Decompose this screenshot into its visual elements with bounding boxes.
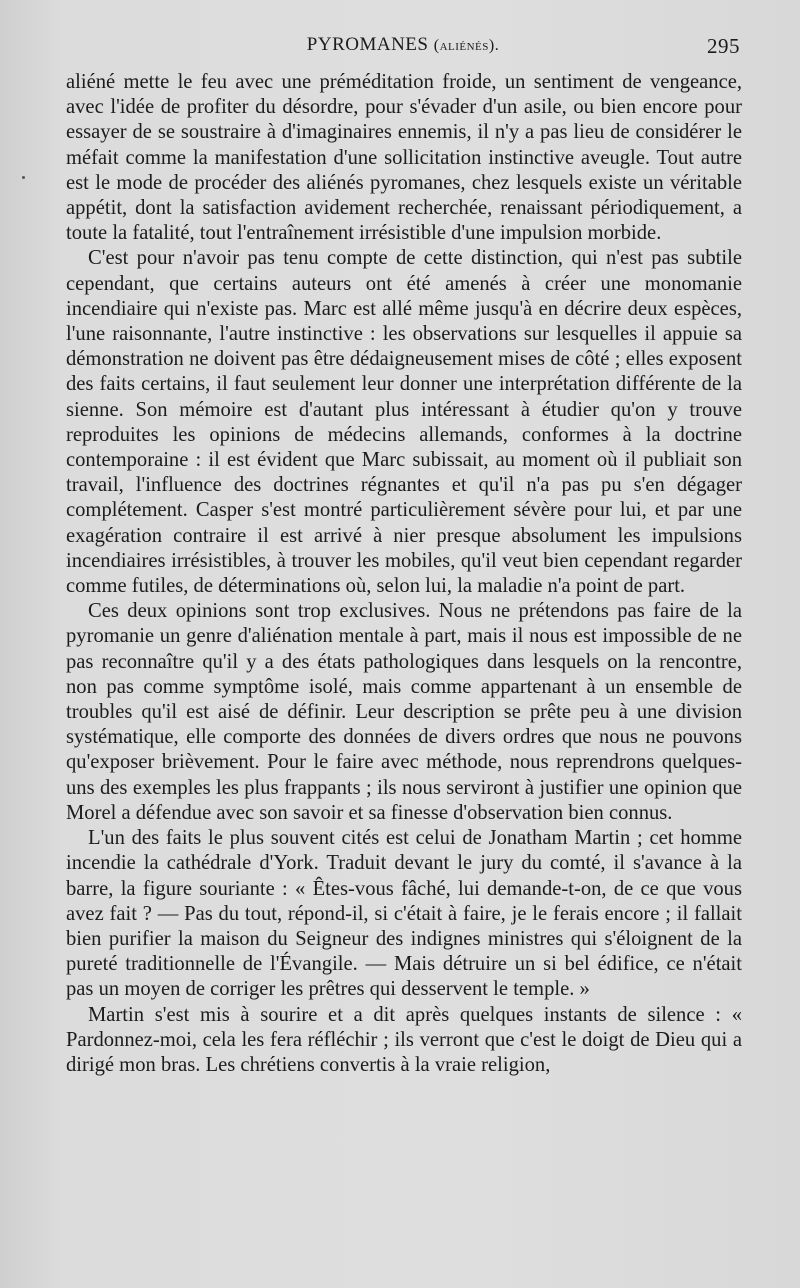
paragraph-5: Martin s'est mis à sourire et a dit après quelques instants de silence : « Pardonnez-moi, cela les fera réfléchir ; ils verront que c'est le doigt de Dieu qui a dirigé mon bras. Les chrétiens convertis à la vraie religion, [66,1003,742,1076]
paragraph-4: L'un des faits le plus souvent cités est celui de Jonatham Martin ; cet homme incendie la cathédrale d'York. Traduit devant le jury du comté, il s'avance à la barre, la figure souriante : « Êtes-vous fâché, lui demande-t-on, de ce que vous avez fait ? — Pas du tout, répond-il, si c'était à faire, je le ferais encore ; il fallait bien purifier la maison du Seigneur des indignes ministres qui s'éloignent de la pureté traditionnelle de l'Évangile. — Mais détruire un si bel édifice, ce n'était pas un moyen de corriger les prêtres qui desservent le temple. » [66,827,742,1001]
paragraph-3: Ces deux opinions sont trop exclusives. Nous ne prétendons pas faire de la pyromanie un genre d'aliénation mentale à part, mais il nous est impossible de ne pas reconnaître qu'il y a des états pathologiques dans lesquels on la rencontre, non pas comme symptôme isolé, mais comme appartenant à un ensemble de troubles qu'il est aisé de définir. Leur description se prête peu à une division systématique, elle comporte des données de divers ordres que nous ne pouvons qu'exposer brièvement. Pour le faire avec méthode, nous reprendrons quelques-uns des exemples les plus frappants ; ils nous serviront à justifier une opinion que Morel a défendue avec son savoir et sa finesse d'observation bien connus. [66,600,742,824]
running-title [66,34,740,56]
running-title-main: PYROMANES [306,34,429,55]
running-header [66,34,740,60]
paragraph-1: aliéné mette le feu avec une préméditation froide, un sentiment de vengeance, avec l'idée de profiter du désordre, pour s'évader d'un asile, ou bien encore pour essayer de se soustraire à d'imaginaires ennemis, il n'y a pas lieu de considérer le méfait comme la manifestation d'une sollicitation instinctive aveugle. Tout autre est le mode de procéder des aliénés pyromanes, chez lesquels existe un véritable appétit, dont la satisfaction avidement recherchée, renaissant périodiquement, a toute la fatalité, tout l'entraînement irrésistible d'une impulsion morbide. [66,71,742,245]
margin-mark [22,176,25,179]
running-title-sub: (aliénés). [433,37,500,54]
body-text [66,70,742,1078]
paragraph-2: C'est pour n'avoir pas tenu compte de cette distinction, qui n'est pas subtile cependant, que certains auteurs ont été amenés à créer une monomanie incendiaire qui n'existe pas. Marc est allé même jusqu'à en décrire deux espèces, l'une raisonnante, l'autre instinctive : les observations sur lesquelles il appuie sa démonstration ne doivent pas être dédaigneusement mises de côté ; elles exposent des faits certains, il faut seulement leur donner une interprétation différente de la sienne. Son mémoire est d'autant plus intéressant à étudier qu'on y trouve reproduites les opinions de médecins allemands, conformes à la doctrine contemporaine : il est évident que Marc subissait, au moment où il publiait son travail, l'influence des doctrines régnantes et qu'il n'a pas pu s'en dégager complétement. Casper s'est montré particulièrement sévère pour lui, et par une exagération contraire il est arrivé à nier presque absolument les impulsions incendiaires irrésistibles, à trouver les mobiles, qu'il veut bien cependant regarder comme futiles, de déterminations où, selon lui, la maladie n'a point de part. [66,247,742,598]
page-number: 295 [707,34,740,58]
